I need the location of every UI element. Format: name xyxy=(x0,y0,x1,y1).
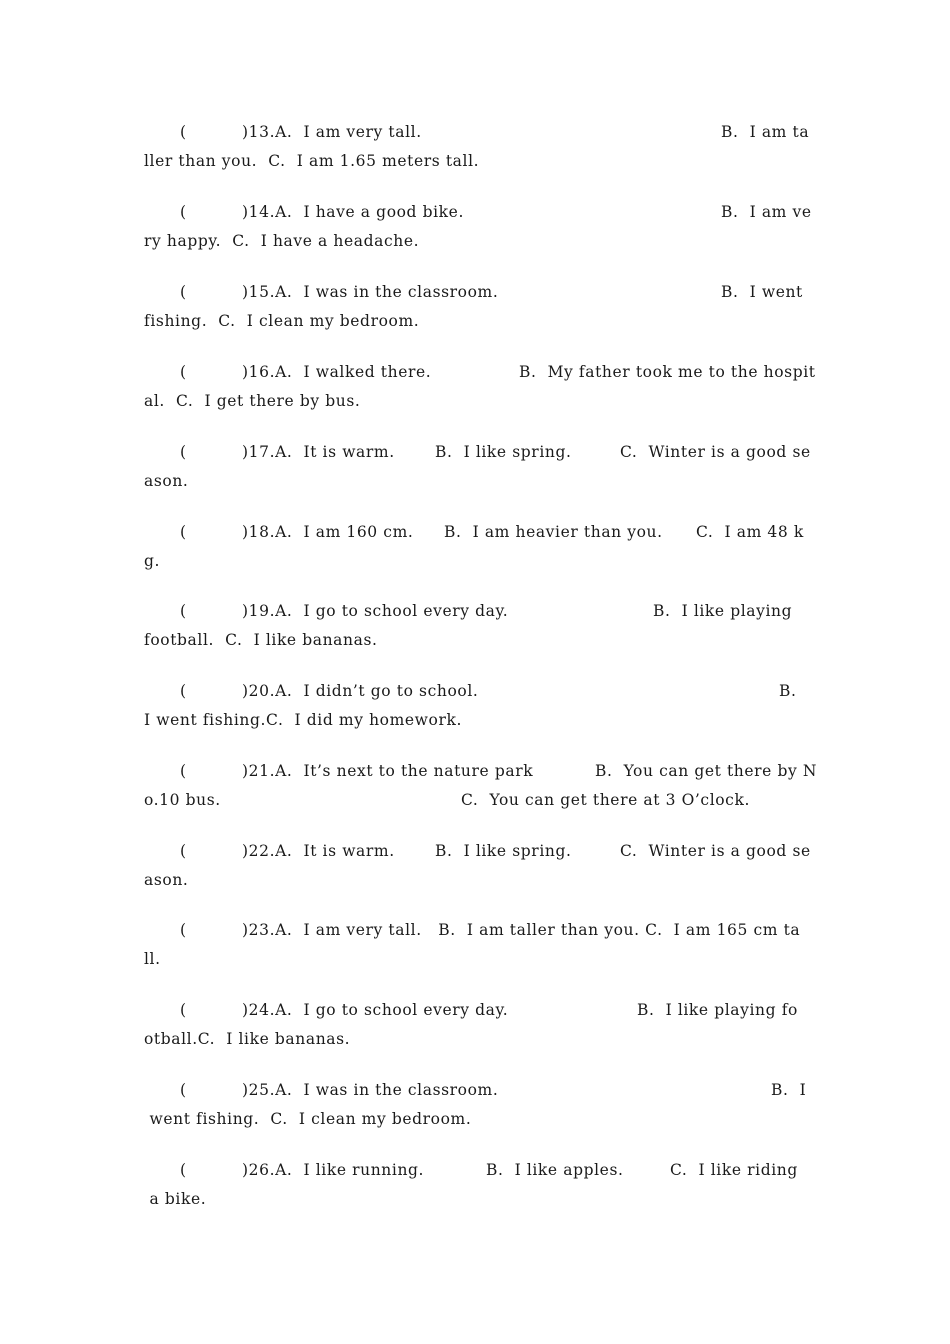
option-text: B. I am ta xyxy=(721,123,810,141)
question-line-2 xyxy=(144,307,814,336)
question-q22 xyxy=(144,837,814,895)
option-text: )24.A. I go to school every day. xyxy=(242,1001,509,1019)
answer-blank-paren: ( xyxy=(180,203,187,221)
question-q26 xyxy=(144,1156,814,1214)
answer-blank-paren: ( xyxy=(180,921,187,939)
question-line-1 xyxy=(144,996,814,1025)
option-text: )13.A. I am very tall. xyxy=(242,123,422,141)
question-line-2 xyxy=(144,147,814,176)
answer-blank-paren: ( xyxy=(180,1081,187,1099)
question-q20 xyxy=(144,677,814,735)
option-text: B. I like spring. xyxy=(435,842,572,860)
option-continuation-text: went fishing. C. I clean my bedroom. xyxy=(144,1110,472,1128)
question-line-2 xyxy=(144,1105,814,1134)
answer-blank-paren: ( xyxy=(180,682,187,700)
answer-blank-paren: ( xyxy=(180,602,187,620)
option-text: )14.A. I have a good bike. xyxy=(242,203,464,221)
question-q18 xyxy=(144,518,814,576)
option-continuation-text: fishing. C. I clean my bedroom. xyxy=(144,312,420,330)
question-line-2 xyxy=(144,706,814,735)
option-continuation-text: I went fishing.C. I did my homework. xyxy=(144,711,463,729)
question-line-2 xyxy=(144,227,814,256)
question-q19 xyxy=(144,597,814,655)
option-continuation-text: otball.C. I like bananas. xyxy=(144,1030,351,1048)
question-q25 xyxy=(144,1076,814,1134)
answer-blank-paren: ( xyxy=(180,523,187,541)
option-text: )16.A. I walked there. xyxy=(242,363,432,381)
question-line-1 xyxy=(144,677,814,706)
question-line-2 xyxy=(144,387,814,416)
option-text: B. You can get there by N xyxy=(595,762,818,780)
option-text: B. xyxy=(779,682,797,700)
question-line-2 xyxy=(144,626,814,655)
question-q15 xyxy=(144,278,814,336)
option-text: C. I like riding xyxy=(670,1161,798,1179)
option-continuation-text: a bike. xyxy=(144,1190,207,1208)
question-line-2 xyxy=(144,547,814,576)
option-continuation-text: ason. xyxy=(144,871,189,889)
question-line-1 xyxy=(144,438,814,467)
answer-blank-paren: ( xyxy=(180,1161,187,1179)
option-text: C. Winter is a good se xyxy=(620,443,811,461)
option-text: C. Winter is a good se xyxy=(620,842,811,860)
answer-blank-paren: ( xyxy=(180,762,187,780)
question-line-1 xyxy=(144,916,814,945)
option-text: )22.A. It is warm. xyxy=(242,842,395,860)
option-text: B. I like playing xyxy=(653,602,793,620)
answer-blank-paren: ( xyxy=(180,1001,187,1019)
option-text: )25.A. I was in the classroom. xyxy=(242,1081,499,1099)
question-q16 xyxy=(144,358,814,416)
option-text: )18.A. I am 160 cm. xyxy=(242,523,414,541)
option-continuation-text: ller than you. C. I am 1.65 meters tall. xyxy=(144,152,480,170)
answer-blank-paren: ( xyxy=(180,363,187,381)
option-text: )15.A. I was in the classroom. xyxy=(242,283,499,301)
option-continuation-text: al. C. I get there by bus. xyxy=(144,392,361,410)
question-line-2 xyxy=(144,1025,814,1054)
question-q23 xyxy=(144,916,814,974)
option-text: )19.A. I go to school every day. xyxy=(242,602,509,620)
question-q21 xyxy=(144,757,818,815)
option-continuation-text: ry happy. C. I have a headache. xyxy=(144,232,420,250)
question-line-1 xyxy=(144,198,814,227)
option-text: B. My father took me to the hospit xyxy=(519,363,816,381)
option-text: )21.A. It’s next to the nature park xyxy=(242,762,534,780)
option-continuation-text: football. C. I like bananas. xyxy=(144,631,378,649)
question-line-1 xyxy=(144,118,814,147)
answer-blank-paren: ( xyxy=(180,283,187,301)
option-text: B. I am ve xyxy=(721,203,812,221)
question-line-2 xyxy=(144,786,814,815)
question-line-1 xyxy=(144,597,814,626)
question-q24 xyxy=(144,996,814,1054)
option-text: )26.A. I like running. xyxy=(242,1161,425,1179)
question-q14 xyxy=(144,198,814,256)
option-text: )17.A. It is warm. xyxy=(242,443,395,461)
option-text: B. I like spring. xyxy=(435,443,572,461)
option-text: B. I am heavier than you. xyxy=(444,523,663,541)
answer-blank-paren: ( xyxy=(180,842,187,860)
option-continuation-text: o.10 bus. xyxy=(144,791,221,809)
question-line-2 xyxy=(144,467,814,496)
question-line-1 xyxy=(144,837,814,866)
question-line-1 xyxy=(144,1156,814,1185)
option-text: )23.A. I am very tall. B. I am taller than you. C. I am 165 cm ta xyxy=(242,921,801,939)
option-text: B. I like apples. xyxy=(486,1161,624,1179)
question-line-2 xyxy=(144,866,814,895)
question-line-1 xyxy=(144,518,814,547)
option-text: )20.A. I didn’t go to school. xyxy=(242,682,479,700)
answer-blank-paren: ( xyxy=(180,123,187,141)
question-line-1 xyxy=(144,1076,814,1105)
option-text: C. I am 48 k xyxy=(696,523,804,541)
option-text: B. I went xyxy=(721,283,803,301)
option-text: C. You can get there at 3 O’clock. xyxy=(461,791,750,809)
option-text: B. I like playing fo xyxy=(637,1001,798,1019)
question-line-1 xyxy=(144,757,818,786)
question-q13 xyxy=(144,118,814,176)
option-continuation-text: ason. xyxy=(144,472,189,490)
question-line-1 xyxy=(144,358,814,387)
question-q17 xyxy=(144,438,814,496)
question-line-2 xyxy=(144,945,814,974)
question-line-2 xyxy=(144,1185,814,1214)
question-line-1 xyxy=(144,278,814,307)
option-text: B. I xyxy=(771,1081,807,1099)
option-continuation-text: ll. xyxy=(144,950,161,968)
option-continuation-text: g. xyxy=(144,552,161,570)
answer-blank-paren: ( xyxy=(180,443,187,461)
